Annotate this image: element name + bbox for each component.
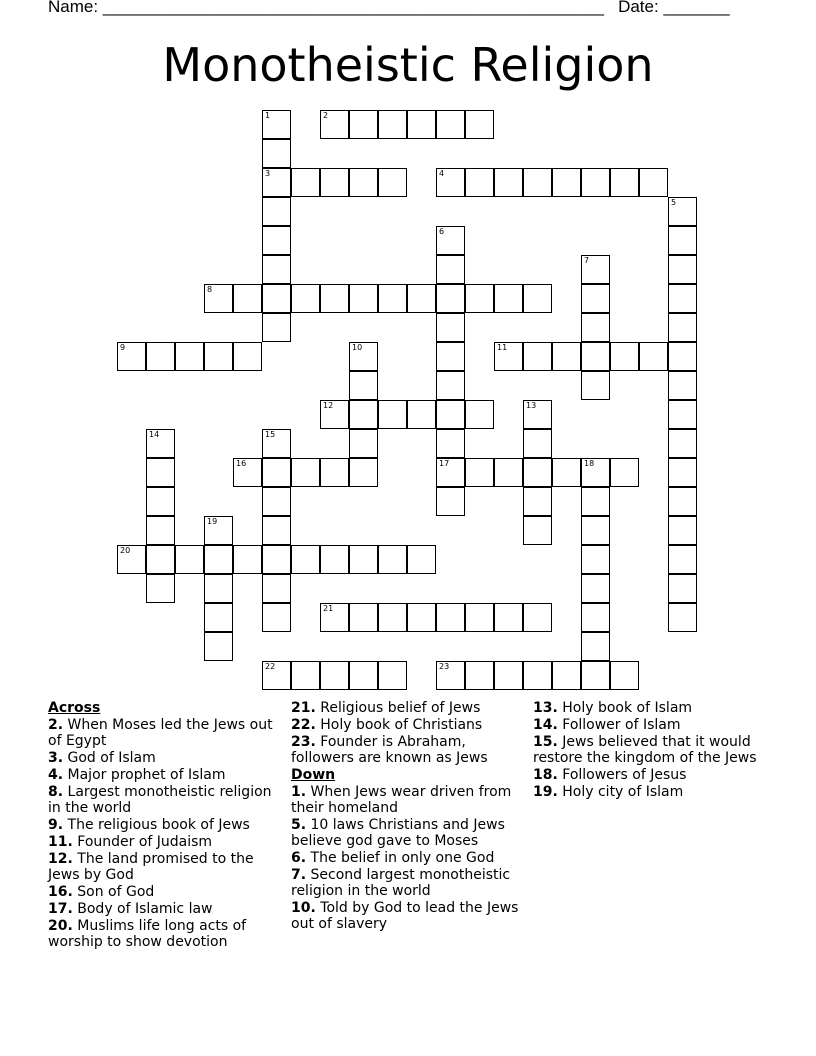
grid-cell[interactable] — [610, 342, 639, 371]
grid-cell[interactable] — [436, 458, 465, 487]
grid-cell[interactable] — [581, 574, 610, 603]
grid-cell[interactable] — [668, 313, 697, 342]
grid-cell[interactable] — [552, 342, 581, 371]
grid-cell[interactable] — [378, 110, 407, 139]
grid-cell[interactable] — [349, 400, 378, 429]
grid-cell[interactable] — [494, 284, 523, 313]
grid-cell[interactable] — [262, 255, 291, 284]
grid-cell[interactable] — [523, 487, 552, 516]
grid-cell[interactable] — [233, 342, 262, 371]
grid-cell[interactable] — [291, 545, 320, 574]
clue-item — [533, 784, 769, 800]
grid-cell[interactable] — [494, 168, 523, 197]
clue-text: Jews believed that it would restore the kingdom of the Jews — [533, 734, 757, 766]
grid-cell[interactable] — [320, 458, 349, 487]
clue-text: The land promised to the Jews by God — [48, 851, 254, 883]
grid-cell[interactable] — [117, 342, 146, 371]
grid-cell[interactable] — [262, 516, 291, 545]
grid-cell[interactable] — [349, 661, 378, 690]
grid-cell[interactable] — [378, 661, 407, 690]
clue-number: 3. — [48, 750, 64, 766]
grid-cell[interactable] — [349, 458, 378, 487]
clue-text: When Jews wear driven from their homeland — [291, 784, 512, 816]
clue-number: 21. — [291, 700, 316, 716]
clue-text: Followers of Jesus — [562, 767, 687, 783]
clue-number: 14 — [149, 430, 160, 439]
clue-item — [291, 817, 527, 849]
clue-number: 17 — [439, 459, 450, 468]
clue-number: 3 — [265, 169, 271, 178]
grid-cell[interactable] — [523, 661, 552, 690]
grid-cell[interactable] — [436, 400, 465, 429]
grid-cell[interactable] — [465, 458, 494, 487]
clue-number: 20 — [120, 546, 131, 555]
clue-number: 1 — [265, 111, 271, 120]
clue-item — [48, 834, 276, 850]
clue-item — [291, 700, 527, 716]
grid-cell[interactable] — [436, 603, 465, 632]
grid-cell[interactable] — [291, 284, 320, 313]
grid-cell[interactable] — [262, 226, 291, 255]
clue-number: 12. — [48, 851, 73, 867]
grid-cell[interactable] — [523, 168, 552, 197]
clue-item — [291, 900, 527, 932]
grid-cell[interactable] — [668, 197, 697, 226]
clue-number: 6 — [439, 227, 445, 236]
grid-cell[interactable] — [204, 545, 233, 574]
grid-cell[interactable] — [117, 545, 146, 574]
grid-cell[interactable] — [552, 168, 581, 197]
grid-cell[interactable] — [407, 603, 436, 632]
grid-cell[interactable] — [407, 400, 436, 429]
grid-cell[interactable] — [320, 661, 349, 690]
grid-cell[interactable] — [175, 545, 204, 574]
grid-cell[interactable] — [291, 458, 320, 487]
grid-cell[interactable] — [581, 342, 610, 371]
clue-number: 8 — [207, 285, 213, 294]
grid-cell[interactable] — [581, 545, 610, 574]
clue-text: Holy book of Christians — [320, 717, 483, 733]
grid-cell[interactable] — [436, 168, 465, 197]
grid-cell[interactable] — [494, 458, 523, 487]
grid-cell[interactable] — [581, 255, 610, 284]
name-label: Name: — [48, 0, 99, 16]
grid-cell[interactable] — [668, 342, 697, 371]
clue-number: 10. — [291, 900, 316, 916]
grid-cell[interactable] — [378, 168, 407, 197]
grid-cell[interactable] — [494, 342, 523, 371]
grid-cell[interactable] — [668, 458, 697, 487]
clue-number: 1. — [291, 784, 307, 800]
grid-cell[interactable] — [552, 458, 581, 487]
clue-item — [291, 867, 527, 899]
grid-cell[interactable] — [581, 516, 610, 545]
grid-cell[interactable] — [465, 110, 494, 139]
clue-number: 23 — [439, 662, 450, 671]
grid-cell[interactable] — [436, 284, 465, 313]
clue-number: 13. — [533, 700, 558, 716]
clue-number: 7 — [584, 256, 590, 265]
grid-cell[interactable] — [523, 400, 552, 429]
grid-cell[interactable] — [262, 603, 291, 632]
clue-item — [48, 717, 276, 749]
grid-cell[interactable] — [349, 371, 378, 400]
grid-cell[interactable] — [291, 661, 320, 690]
grid-cell[interactable] — [668, 487, 697, 516]
grid-cell[interactable] — [320, 110, 349, 139]
grid-cell[interactable] — [146, 487, 175, 516]
grid-cell[interactable] — [523, 342, 552, 371]
clue-number: 2. — [48, 717, 64, 733]
grid-cell[interactable] — [523, 516, 552, 545]
clue-number: 2 — [323, 111, 329, 120]
header-line — [48, 0, 748, 19]
clue-number: 8. — [48, 784, 64, 800]
grid-cell[interactable] — [233, 545, 262, 574]
grid-cell[interactable] — [262, 574, 291, 603]
clue-number: 22 — [265, 662, 276, 671]
clue-number: 4. — [48, 767, 64, 783]
clue-number: 15. — [533, 734, 558, 750]
clues-column-1 — [48, 700, 276, 951]
grid-cell[interactable] — [262, 139, 291, 168]
grid-cell[interactable] — [668, 255, 697, 284]
grid-cell[interactable] — [175, 342, 204, 371]
clue-text: Told by God to lead the Jews out of slavery — [291, 900, 519, 932]
grid-cell[interactable] — [349, 603, 378, 632]
clue-number: 18. — [533, 767, 558, 783]
grid-cell[interactable] — [262, 197, 291, 226]
name-blank[interactable]: _____________________________________________________ — [102, 0, 604, 16]
grid-cell[interactable] — [436, 429, 465, 458]
grid-cell[interactable] — [146, 342, 175, 371]
clue-number: 15 — [265, 430, 276, 439]
grid-cell[interactable] — [407, 545, 436, 574]
clue-item — [48, 784, 276, 816]
clue-text: Second largest monotheistic religion in the world — [291, 867, 511, 899]
grid-cell[interactable] — [262, 487, 291, 516]
grid-cell[interactable] — [291, 168, 320, 197]
grid-cell[interactable] — [436, 487, 465, 516]
grid-cell[interactable] — [523, 429, 552, 458]
clue-item — [291, 717, 527, 733]
grid-cell[interactable] — [146, 458, 175, 487]
clue-number: 12 — [323, 401, 334, 410]
grid-cell[interactable] — [146, 516, 175, 545]
grid-cell[interactable] — [523, 284, 552, 313]
clue-text: Major prophet of Islam — [67, 767, 226, 783]
clue-number: 19 — [207, 517, 218, 526]
grid-cell[interactable] — [262, 284, 291, 313]
clue-number: 11 — [497, 343, 508, 352]
grid-cell[interactable] — [349, 168, 378, 197]
grid-cell[interactable] — [204, 574, 233, 603]
clue-item — [291, 850, 527, 866]
grid-cell[interactable] — [262, 313, 291, 342]
grid-cell[interactable] — [262, 458, 291, 487]
grid-cell[interactable] — [262, 168, 291, 197]
clue-item — [48, 851, 276, 883]
date-label: Date: — [618, 0, 659, 16]
grid-cell[interactable] — [204, 632, 233, 661]
grid-cell[interactable] — [436, 371, 465, 400]
grid-cell[interactable] — [146, 429, 175, 458]
grid-cell[interactable] — [523, 603, 552, 632]
clue-number: 11. — [48, 834, 73, 850]
clue-item — [48, 901, 276, 917]
clue-text: Muslims life long acts of worship to show devotion — [48, 918, 247, 950]
grid-cell[interactable] — [320, 168, 349, 197]
grid-cell[interactable] — [581, 458, 610, 487]
grid-cell[interactable] — [349, 110, 378, 139]
grid-cell[interactable] — [146, 545, 175, 574]
grid-cell[interactable] — [610, 458, 639, 487]
grid-cell[interactable] — [581, 371, 610, 400]
clue-number: 16. — [48, 884, 73, 900]
grid-cell[interactable] — [581, 603, 610, 632]
grid-cell[interactable] — [668, 574, 697, 603]
clue-number: 5. — [291, 817, 307, 833]
grid-cell[interactable] — [349, 284, 378, 313]
clue-number: 10 — [352, 343, 363, 352]
grid-cell[interactable] — [349, 342, 378, 371]
clue-text: Holy book of Islam — [562, 700, 693, 716]
clue-text: When Moses led the Jews out of Egypt — [48, 717, 273, 749]
grid-cell[interactable] — [262, 661, 291, 690]
clue-item — [291, 734, 527, 766]
clue-item — [533, 734, 769, 766]
clue-item — [533, 767, 769, 783]
down-heading: Down — [291, 767, 336, 783]
grid-cell[interactable] — [320, 284, 349, 313]
grid-cell[interactable] — [146, 574, 175, 603]
grid-cell[interactable] — [465, 168, 494, 197]
clue-number: 21 — [323, 604, 334, 613]
clue-item — [48, 750, 276, 766]
grid-cell[interactable] — [465, 284, 494, 313]
grid-cell[interactable] — [436, 110, 465, 139]
clue-number: 14. — [533, 717, 558, 733]
grid-cell[interactable] — [581, 313, 610, 342]
clue-text: Body of Islamic law — [77, 901, 213, 917]
grid-cell[interactable] — [465, 661, 494, 690]
grid-cell[interactable] — [668, 603, 697, 632]
grid-cell[interactable] — [465, 603, 494, 632]
grid-cell[interactable] — [436, 661, 465, 690]
clue-item — [48, 884, 276, 900]
grid-cell[interactable] — [668, 516, 697, 545]
grid-cell[interactable] — [407, 284, 436, 313]
grid-cell[interactable] — [668, 226, 697, 255]
grid-cell[interactable] — [436, 342, 465, 371]
clue-text: Founder of Judaism — [77, 834, 213, 850]
grid-cell[interactable] — [262, 110, 291, 139]
clue-number: 22. — [291, 717, 316, 733]
grid-cell[interactable] — [204, 342, 233, 371]
grid-cell[interactable] — [436, 255, 465, 284]
grid-cell[interactable] — [668, 545, 697, 574]
clue-number: 17. — [48, 901, 73, 917]
clue-item — [533, 700, 769, 716]
grid-cell[interactable] — [233, 284, 262, 313]
clue-number: 4 — [439, 169, 445, 178]
grid-cell[interactable] — [233, 458, 262, 487]
grid-cell[interactable] — [349, 429, 378, 458]
clue-item — [48, 767, 276, 783]
grid-cell[interactable] — [378, 400, 407, 429]
clue-number: 13 — [526, 401, 537, 410]
grid-cell[interactable] — [610, 661, 639, 690]
grid-cell[interactable] — [407, 110, 436, 139]
clue-item — [533, 717, 769, 733]
grid-cell[interactable] — [378, 603, 407, 632]
grid-cell[interactable] — [668, 429, 697, 458]
grid-cell[interactable] — [320, 545, 349, 574]
clue-text: Follower of Islam — [562, 717, 681, 733]
grid-cell[interactable] — [204, 603, 233, 632]
clue-text: The religious book of Jews — [67, 817, 250, 833]
clues-column-2 — [291, 700, 527, 933]
clues-column-3 — [533, 700, 769, 801]
grid-cell[interactable] — [552, 661, 581, 690]
clue-text: Son of God — [77, 884, 155, 900]
across-heading: Across — [48, 700, 101, 716]
grid-cell[interactable] — [204, 516, 233, 545]
clue-number: 18 — [584, 459, 595, 468]
clue-text: Founder is Abraham, followers are known as Jews — [291, 734, 488, 766]
grid-cell[interactable] — [262, 545, 291, 574]
grid-cell[interactable] — [320, 400, 349, 429]
grid-cell[interactable] — [581, 487, 610, 516]
clue-number: 16 — [236, 459, 247, 468]
grid-cell[interactable] — [204, 284, 233, 313]
grid-cell[interactable] — [668, 400, 697, 429]
clue-item — [48, 817, 276, 833]
grid-cell[interactable] — [581, 632, 610, 661]
grid-cell[interactable] — [436, 226, 465, 255]
grid-cell[interactable] — [639, 168, 668, 197]
grid-cell[interactable] — [581, 661, 610, 690]
grid-cell[interactable] — [581, 284, 610, 313]
clue-item — [291, 784, 527, 816]
clue-text: 10 laws Christians and Jews believe god gave to Moses — [291, 817, 505, 849]
clue-number: 7. — [291, 867, 307, 883]
clue-item — [48, 918, 276, 950]
grid-cell[interactable] — [465, 400, 494, 429]
grid-cell[interactable] — [436, 313, 465, 342]
grid-cell[interactable] — [320, 603, 349, 632]
grid-cell[interactable] — [639, 342, 668, 371]
clue-text: The belief in only one God — [310, 850, 495, 866]
grid-cell[interactable] — [262, 429, 291, 458]
grid-cell[interactable] — [581, 168, 610, 197]
clue-number: 9. — [48, 817, 64, 833]
grid-cell[interactable] — [668, 284, 697, 313]
grid-cell[interactable] — [523, 458, 552, 487]
clue-number: 6. — [291, 850, 307, 866]
grid-cell[interactable] — [349, 545, 378, 574]
clue-text: God of Islam — [67, 750, 156, 766]
clue-text: Largest monotheistic religion in the world — [48, 784, 272, 816]
grid-cell[interactable] — [378, 284, 407, 313]
clue-number: 5 — [671, 198, 677, 207]
clue-text: Religious belief of Jews — [320, 700, 481, 716]
grid-cell[interactable] — [494, 603, 523, 632]
clue-number: 9 — [120, 343, 126, 352]
clue-number: 20. — [48, 918, 73, 934]
clue-number: 23. — [291, 734, 316, 750]
page-title: Monotheistic Religion — [162, 38, 654, 92]
date-blank[interactable]: _______ — [663, 0, 730, 16]
grid-cell[interactable] — [494, 661, 523, 690]
clue-text: Holy city of Islam — [562, 784, 684, 800]
grid-cell[interactable] — [378, 545, 407, 574]
grid-cell[interactable] — [610, 168, 639, 197]
clue-number: 19. — [533, 784, 558, 800]
grid-cell[interactable] — [668, 371, 697, 400]
